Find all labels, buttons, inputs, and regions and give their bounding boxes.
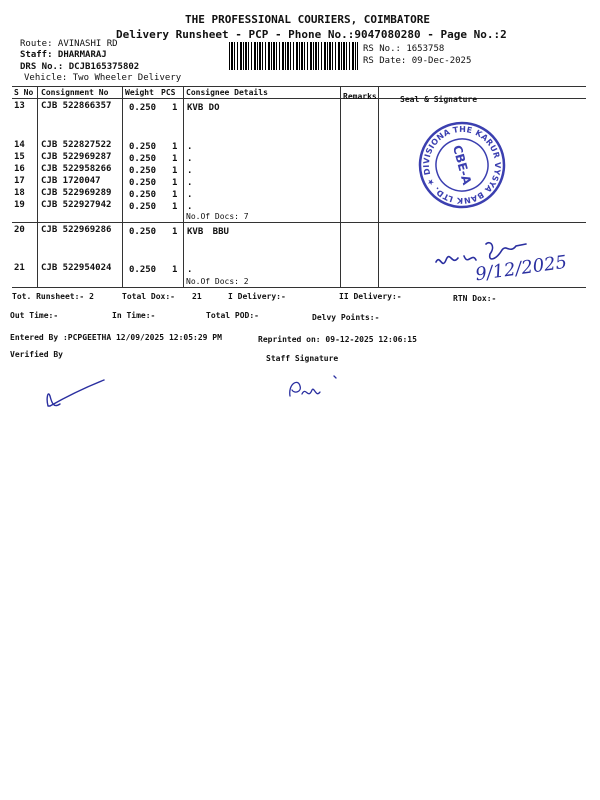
tot-runsheet: Tot. Runsheet:- 2 bbox=[12, 292, 94, 301]
row-consignee: . bbox=[187, 154, 193, 164]
in-time: In Time:- bbox=[112, 311, 156, 320]
row-sno: 14 bbox=[14, 140, 25, 150]
col-divider bbox=[378, 86, 379, 287]
bank-seal-stamp bbox=[417, 120, 507, 210]
row-consignee: . bbox=[187, 202, 193, 212]
row-consignee: . bbox=[187, 178, 193, 188]
row-sno: 16 bbox=[14, 164, 25, 174]
row-consignee: . bbox=[187, 190, 193, 200]
row-consignment: CJB 522954024 bbox=[41, 263, 112, 273]
total-dox-value: 21 bbox=[192, 292, 202, 301]
row-consignment: CJB 522958266 bbox=[41, 164, 112, 174]
table-top-border bbox=[12, 86, 586, 87]
seal-outer-text: THE KARUR VYSYA BANK LTD. ★ DIVISIONAL bbox=[421, 124, 503, 206]
col-header-weight: Weight bbox=[125, 88, 154, 97]
row-consignee: . bbox=[187, 166, 193, 176]
col-divider bbox=[183, 86, 184, 287]
company-title: THE PROFESSIONAL COURIERS, COIMBATORE bbox=[185, 13, 431, 26]
row-sno: 19 bbox=[14, 200, 25, 210]
verifier-signature-mark bbox=[40, 376, 110, 412]
ii-delivery: II Delivery:- bbox=[339, 292, 402, 301]
table-header-border bbox=[12, 98, 586, 99]
vehicle-label: Vehicle: Two Wheeler Delivery bbox=[24, 73, 182, 83]
row-sno: 20 bbox=[14, 225, 25, 235]
rs-date: RS Date: 09-Dec-2025 bbox=[363, 56, 472, 66]
row-weight: 0.250 bbox=[129, 142, 157, 152]
row-weight: 0.250 bbox=[129, 103, 157, 113]
row-weight: 0.250 bbox=[129, 190, 157, 200]
row-consignment: CJB 522969289 bbox=[41, 188, 112, 198]
col-divider bbox=[340, 86, 341, 287]
col-header-pcs: PCS bbox=[161, 88, 176, 97]
row-sno: 15 bbox=[14, 152, 25, 162]
row-sno: 17 bbox=[14, 176, 25, 186]
row-pcs: 1 bbox=[172, 103, 178, 113]
row-sno: 13 bbox=[14, 101, 25, 111]
row-weight: 0.250 bbox=[129, 154, 157, 164]
col-header-remarks: Remarks bbox=[343, 92, 377, 101]
row-consignee: KVB BBU bbox=[187, 227, 229, 237]
row-sno: 21 bbox=[14, 263, 25, 273]
staff-signature-label: Staff Signature bbox=[266, 354, 339, 363]
row-pcs: 1 bbox=[172, 265, 178, 275]
barcode bbox=[229, 42, 358, 70]
verified-by-label: Verified By bbox=[10, 350, 63, 359]
col-divider bbox=[122, 86, 123, 287]
col-header-sno: S No bbox=[14, 88, 34, 97]
row-weight: 0.250 bbox=[129, 227, 157, 237]
group-divider bbox=[12, 222, 586, 223]
group1-doc-count: No.Of Docs: 7 bbox=[186, 212, 249, 221]
reprinted-on: Reprinted on: 09-12-2025 12:06:15 bbox=[258, 335, 417, 344]
row-pcs: 1 bbox=[172, 166, 178, 176]
row-consignment: CJB 1720047 bbox=[41, 176, 101, 186]
staff-signature-mark bbox=[284, 372, 348, 406]
row-consignment: CJB 522969287 bbox=[41, 152, 112, 162]
row-consignee: . bbox=[187, 265, 193, 275]
col-header-consignee: Consignee Details bbox=[186, 88, 268, 97]
row-consignment: CJB 522927942 bbox=[41, 200, 112, 210]
rs-number: RS No.: 1653758 bbox=[363, 44, 445, 54]
out-time: Out Time:- bbox=[10, 311, 59, 320]
col-divider bbox=[37, 86, 38, 287]
row-weight: 0.250 bbox=[129, 166, 157, 176]
rtn-dox: RTN Dox:- bbox=[453, 294, 497, 303]
row-pcs: 1 bbox=[172, 202, 178, 212]
col-header-seal: Seal & Signature bbox=[400, 95, 478, 104]
row-pcs: 1 bbox=[172, 154, 178, 164]
row-consignment: CJB 522827522 bbox=[41, 140, 112, 150]
row-weight: 0.250 bbox=[129, 202, 157, 212]
staff-label: Staff: DHARMARAJ bbox=[20, 50, 107, 60]
route-label: Route: AVINASHI RD bbox=[20, 39, 118, 49]
row-weight: 0.250 bbox=[129, 178, 157, 188]
i-delivery: I Delivery:- bbox=[228, 292, 286, 301]
row-pcs: 1 bbox=[172, 190, 178, 200]
total-pod: Total POD:- bbox=[206, 311, 259, 320]
handwritten-date: 9/12/2025 bbox=[473, 251, 569, 286]
row-pcs: 1 bbox=[172, 178, 178, 188]
drs-label: DRS No.: DCJB165375802 bbox=[20, 62, 140, 72]
group2-doc-count: No.Of Docs: 2 bbox=[186, 277, 249, 286]
row-pcs: 1 bbox=[172, 227, 178, 237]
row-consignee: KVB DO bbox=[187, 103, 220, 113]
entered-by: Entered By :PCPGEETHA 12/09/2025 12:05:29 PM bbox=[10, 333, 222, 342]
total-dox-label: Total Dox:- bbox=[122, 292, 175, 301]
row-consignment: CJB 522969286 bbox=[41, 225, 112, 235]
row-pcs: 1 bbox=[172, 142, 178, 152]
delvy-points: Delvy Points:- bbox=[312, 313, 380, 322]
row-weight: 0.250 bbox=[129, 265, 157, 275]
row-consignee: . bbox=[187, 142, 193, 152]
row-consignment: CJB 522866357 bbox=[41, 101, 112, 111]
row-sno: 18 bbox=[14, 188, 25, 198]
seal-center-text: CBE-A bbox=[450, 143, 474, 187]
col-header-consignment: Consignment No bbox=[41, 88, 109, 97]
runsheet-subtitle: Delivery Runsheet - PCP - Phone No.:9047080280 - Page No.:2 bbox=[116, 28, 507, 41]
